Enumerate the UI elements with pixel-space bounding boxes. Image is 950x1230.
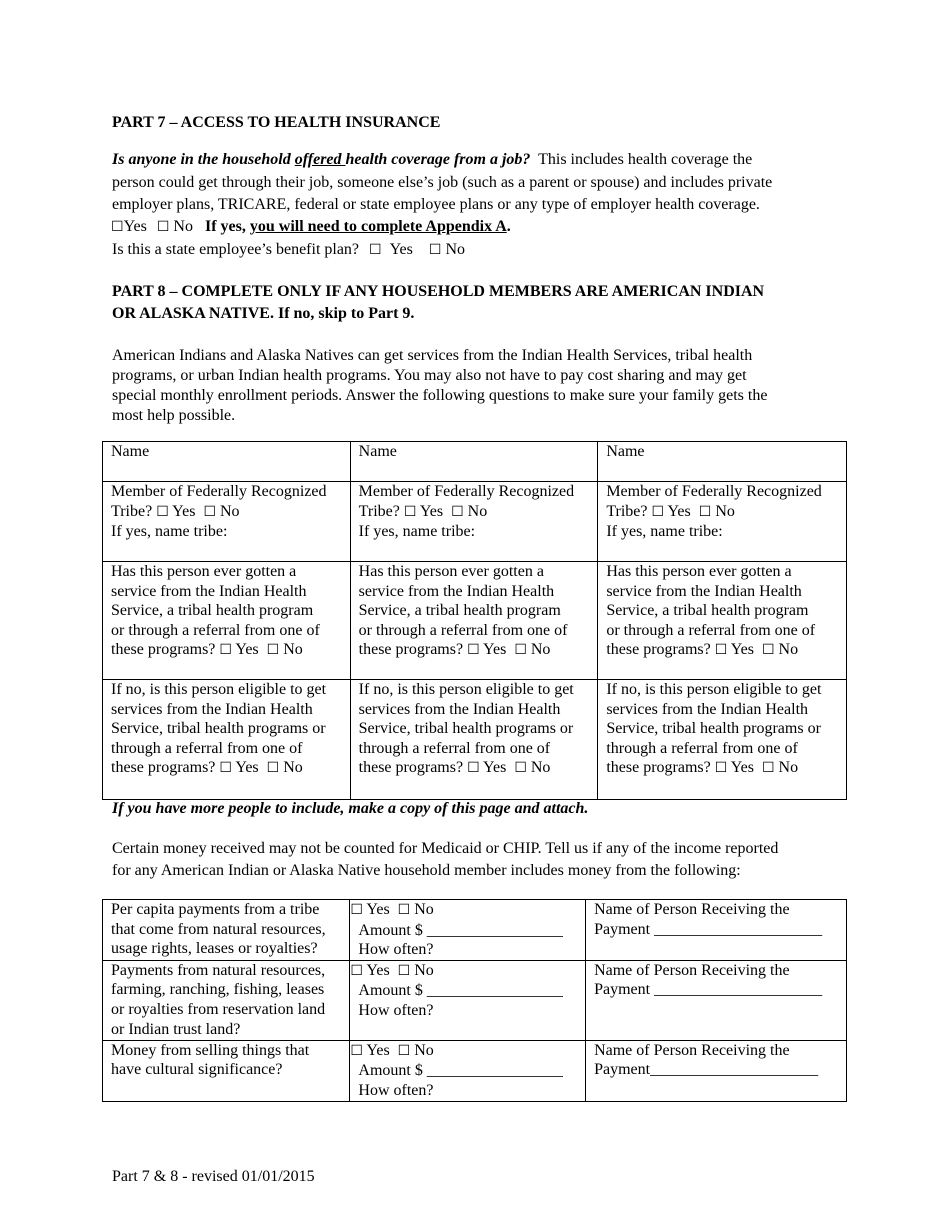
- part8-intro-line1: American Indians and Alaska Natives can get services from the Indian Health Services, tribal health: [112, 347, 753, 364]
- payment-name-field[interactable]: Payment _____________________: [594, 981, 823, 999]
- service-text: service from the Indian Health: [358, 582, 555, 600]
- part7-line2: person could get through their job, someone else’s job (such as a parent or spouse) and includes private: [112, 174, 773, 191]
- service-text: Service, a tribal health program: [606, 602, 809, 620]
- service-cell: [103, 562, 351, 680]
- tribe-row: [103, 482, 847, 562]
- state-yes-checkbox[interactable]: ☐: [369, 242, 382, 258]
- amount-field[interactable]: Amount $ _________________: [358, 921, 563, 939]
- eligible-yes-checkbox[interactable]: ☐: [714, 760, 728, 777]
- no-label: No: [283, 759, 303, 777]
- eligible-text: through a referral from one of: [606, 739, 798, 757]
- eligible-text: through a referral from one of: [358, 739, 551, 757]
- copy-page-note: If you have more people to include, make a copy of this page and attach.: [112, 800, 589, 817]
- part8-heading-line2: OR ALASKA NATIVE. If no, skip to Part 9.: [112, 305, 415, 322]
- tribe-cell: [103, 482, 351, 562]
- tribe-yes-checkbox[interactable]: ☐: [651, 503, 665, 520]
- eligible-text: Service, tribal health programs or: [606, 720, 821, 738]
- service-text: these programs?: [358, 641, 464, 659]
- part8-intro-line2: programs, or urban Indian health programs. You may also not have to pay cost sharing and may get: [112, 367, 747, 384]
- income-name-cell: [586, 1040, 847, 1101]
- how-often-field[interactable]: How often?: [358, 1001, 434, 1019]
- service-text: Service, a tribal health program: [111, 602, 314, 620]
- tribe-yes-checkbox[interactable]: ☐: [156, 503, 169, 520]
- income-row: [103, 960, 847, 1040]
- eligible-text: these programs?: [111, 759, 216, 777]
- eligible-no-checkbox[interactable]: ☐: [514, 760, 527, 777]
- income-name-cell: [586, 960, 847, 1040]
- question-bold-post: health coverage from a job?: [345, 151, 531, 168]
- eligible-text: Service, tribal health programs or: [111, 720, 326, 738]
- page-footer: Part 7 & 8 - revised 01/01/2015: [112, 1168, 315, 1185]
- tribe-no-checkbox[interactable]: ☐: [451, 503, 464, 520]
- income-row: [103, 900, 847, 961]
- eligible-text: services from the Indian Health: [606, 700, 809, 718]
- yes-label: Yes: [483, 759, 507, 777]
- service-text: Has this person ever gotten a: [358, 563, 544, 580]
- yes-label: Yes: [123, 218, 147, 235]
- income-answer-cell: [350, 900, 586, 961]
- yes-label: Yes: [366, 1041, 390, 1059]
- part7-line3: employer plans, TRICARE, federal or state employee plans or any type of employer health coverage.: [112, 196, 760, 213]
- amount-field[interactable]: Amount $ _________________: [358, 1062, 563, 1080]
- tribe-question: Member of Federally Recognized: [606, 483, 822, 500]
- name-cell[interactable]: [103, 442, 351, 482]
- no-label: No: [530, 759, 551, 777]
- income-desc: Per capita payments from a tribe: [111, 901, 320, 918]
- part7-yes-no-row: [111, 217, 511, 238]
- income-desc: or Indian trust land?: [111, 1020, 241, 1038]
- income-yes-checkbox[interactable]: ☐: [350, 962, 363, 979]
- name-label: Name: [606, 443, 645, 460]
- yes-label: Yes: [235, 641, 259, 659]
- eligible-row: [103, 680, 847, 800]
- state-plan-question: Is this a state employee’s benefit plan?: [112, 241, 360, 258]
- income-desc: farming, ranching, fishing, leases: [111, 981, 325, 999]
- eligible-text: If no, is this person eligible to get: [111, 681, 327, 698]
- tribe-label: Tribe?: [358, 502, 400, 520]
- question-offered: offered: [294, 151, 346, 168]
- income-desc-cell: [103, 960, 350, 1040]
- eligible-text: through a referral from one of: [111, 739, 303, 757]
- service-yes-checkbox[interactable]: ☐: [714, 642, 728, 659]
- income-yes-checkbox[interactable]: ☐: [350, 1042, 363, 1059]
- service-text: Has this person ever gotten a: [111, 563, 297, 580]
- yes-label: Yes: [667, 502, 691, 520]
- eligible-yes-checkbox[interactable]: ☐: [219, 760, 232, 777]
- yes-label: Yes: [366, 901, 390, 918]
- tribe-cell: [598, 482, 847, 562]
- yes-checkbox[interactable]: ☐: [111, 219, 124, 235]
- name-receiving-label: Name of Person Receiving the: [594, 901, 790, 918]
- income-answer-cell: [350, 960, 586, 1040]
- service-no-checkbox[interactable]: ☐: [761, 642, 775, 659]
- if-yes-label: If yes,: [204, 218, 250, 235]
- members-table: [102, 441, 847, 800]
- eligible-text: If no, is this person eligible to get: [358, 681, 574, 698]
- part8-intro-line3: special monthly enrollment periods. Answer the following questions to make sure your family gets the: [112, 387, 768, 404]
- no-label: No: [467, 502, 488, 520]
- how-often-field[interactable]: How often?: [358, 941, 434, 959]
- tribe-no-checkbox[interactable]: ☐: [203, 503, 216, 520]
- service-text: these programs?: [111, 641, 216, 659]
- state-no-label: No: [445, 241, 465, 258]
- period: .: [506, 218, 511, 235]
- yes-label: Yes: [730, 759, 754, 777]
- state-no-checkbox[interactable]: ☐: [428, 242, 442, 258]
- service-text: these programs?: [606, 641, 711, 659]
- money-intro-line2: for any American Indian or Alaska Native household member includes money from the following:: [112, 862, 741, 879]
- eligible-text: these programs?: [358, 759, 464, 777]
- eligible-cell: [598, 680, 847, 800]
- eligible-text: services from the Indian Health: [111, 700, 313, 718]
- eligible-no-checkbox[interactable]: ☐: [266, 760, 280, 777]
- yes-label: Yes: [172, 502, 196, 520]
- eligible-text: these programs?: [606, 759, 711, 777]
- no-label: No: [715, 502, 735, 520]
- name-label: Name: [358, 443, 397, 460]
- no-label: No: [530, 641, 551, 659]
- income-no-checkbox[interactable]: ☐: [397, 1042, 411, 1059]
- question-rest: This includes health coverage the: [530, 151, 753, 168]
- tribe-cell: [350, 482, 598, 562]
- name-cell[interactable]: [598, 442, 847, 482]
- no-label: No: [414, 961, 434, 979]
- yes-label: Yes: [235, 759, 259, 777]
- name-receiving-label: Name of Person Receiving the: [594, 961, 790, 979]
- service-text: or through a referral from one of: [111, 621, 320, 639]
- tribe-name-prompt: If yes, name tribe:: [358, 523, 476, 541]
- income-desc: Payments from natural resources,: [111, 961, 326, 979]
- name-receiving-label: Name of Person Receiving the: [594, 1041, 790, 1059]
- income-table: [102, 899, 847, 1102]
- service-cell: [350, 562, 598, 680]
- no-label: No: [283, 641, 303, 659]
- income-desc-cell: [103, 1040, 350, 1101]
- state-plan-row: [112, 240, 465, 261]
- service-text: Has this person ever gotten a: [606, 563, 792, 580]
- no-label: No: [778, 641, 799, 659]
- service-no-checkbox[interactable]: ☐: [514, 642, 527, 659]
- payment-name-field[interactable]: Payment _____________________: [594, 920, 823, 938]
- income-desc: or royalties from reservation land: [111, 1000, 326, 1018]
- state-yes-label: Yes: [389, 241, 413, 258]
- income-desc: have cultural significance?: [111, 1061, 283, 1079]
- income-no-checkbox[interactable]: ☐: [397, 962, 411, 979]
- service-row: [103, 562, 847, 680]
- service-yes-checkbox[interactable]: ☐: [219, 642, 232, 659]
- income-no-checkbox[interactable]: ☐: [397, 902, 411, 918]
- income-row: [103, 1040, 847, 1101]
- name-cell[interactable]: [350, 442, 598, 482]
- tribe-name-prompt: If yes, name tribe:: [606, 523, 723, 541]
- service-text: or through a referral from one of: [358, 621, 568, 639]
- part8-intro-line4: most help possible.: [112, 407, 236, 424]
- no-label: No: [220, 502, 240, 520]
- money-intro-line1: Certain money received may not be counted for Medicaid or CHIP. Tell us if any of the income reported: [112, 840, 779, 857]
- how-often-field[interactable]: How often?: [358, 1081, 434, 1099]
- service-text: Service, a tribal health program: [358, 602, 561, 620]
- tribe-yes-checkbox[interactable]: ☐: [403, 503, 417, 520]
- service-text: service from the Indian Health: [606, 582, 802, 600]
- service-no-checkbox[interactable]: ☐: [266, 642, 280, 659]
- name-label: Name: [111, 443, 150, 460]
- payment-name-field[interactable]: Payment_____________________: [594, 1061, 819, 1079]
- income-answer-cell: [350, 1040, 586, 1101]
- part7-question-line1: [112, 150, 752, 170]
- income-yes-checkbox[interactable]: ☐: [350, 902, 363, 918]
- no-label: No: [778, 759, 799, 777]
- service-text: or through a referral from one of: [606, 621, 816, 639]
- no-label: No: [414, 1041, 434, 1059]
- tribe-question: Member of Federally Recognized: [358, 483, 575, 500]
- income-desc: that come from natural resources,: [111, 920, 326, 938]
- eligible-yes-checkbox[interactable]: ☐: [467, 760, 480, 777]
- income-desc: Money from selling things that: [111, 1041, 310, 1059]
- part7-heading: PART 7 – ACCESS TO HEALTH INSURANCE: [112, 114, 441, 131]
- tribe-label: Tribe?: [606, 502, 648, 520]
- tribe-question: Member of Federally Recognized: [111, 483, 327, 500]
- eligible-text: If no, is this person eligible to get: [606, 681, 822, 698]
- no-checkbox[interactable]: ☐: [156, 219, 170, 235]
- income-desc-cell: [103, 900, 350, 961]
- eligible-text: Service, tribal health programs or: [358, 720, 574, 738]
- service-text: service from the Indian Health: [111, 582, 307, 600]
- yes-label: Yes: [419, 502, 444, 520]
- yes-label: Yes: [366, 961, 390, 979]
- name-row: [103, 442, 847, 482]
- appendix-a-instruction: you will need to complete Appendix A: [249, 218, 507, 235]
- question-bold: Is anyone in the household: [112, 151, 295, 168]
- eligible-cell: [103, 680, 351, 800]
- yes-label: Yes: [730, 641, 754, 659]
- part8-heading-line1: PART 8 – COMPLETE ONLY IF ANY HOUSEHOLD MEMBERS ARE AMERICAN INDIAN: [112, 283, 765, 300]
- income-name-cell: [586, 900, 847, 961]
- tribe-label: Tribe?: [111, 502, 153, 520]
- amount-field[interactable]: Amount $ _________________: [358, 982, 563, 1000]
- tribe-no-checkbox[interactable]: ☐: [698, 503, 712, 520]
- no-label: No: [414, 901, 434, 918]
- no-label: No: [173, 218, 193, 235]
- service-yes-checkbox[interactable]: ☐: [467, 642, 480, 659]
- yes-label: Yes: [483, 641, 507, 659]
- income-desc: usage rights, leases or royalties?: [111, 940, 318, 958]
- eligible-cell: [350, 680, 598, 800]
- eligible-text: services from the Indian Health: [358, 700, 561, 718]
- service-cell: [598, 562, 847, 680]
- tribe-name-prompt: If yes, name tribe:: [111, 523, 228, 541]
- eligible-no-checkbox[interactable]: ☐: [761, 760, 775, 777]
